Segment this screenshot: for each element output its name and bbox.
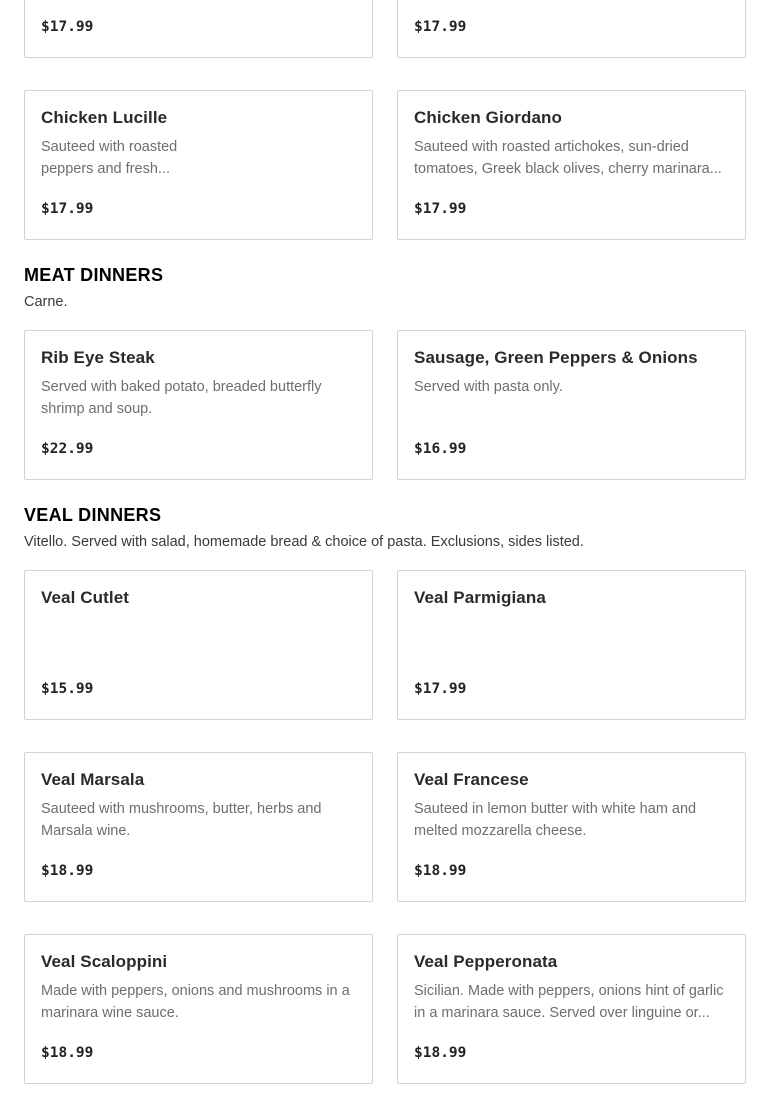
menu-item-card[interactable] <box>397 0 746 58</box>
item-description: Served with pasta only. <box>414 379 563 395</box>
menu-item-card[interactable] <box>397 330 746 480</box>
menu-item-card[interactable] <box>24 570 373 720</box>
item-price: $17.99 <box>414 19 467 35</box>
item-description: Sicilian. Made with peppers, onions hint of garlic in a marinara sauce. Served over linguine or... <box>414 983 724 1021</box>
item-price: $15.99 <box>41 681 94 697</box>
item-price: $17.99 <box>414 201 467 217</box>
menu-item-card[interactable] <box>24 90 373 240</box>
item-description: Sauteed in lemon butter with white ham and melted mozzarella cheese. <box>414 801 697 839</box>
item-description: Sauteed with roasted peppers and fresh... <box>41 139 178 177</box>
item-name: Sausage, Green Peppers & Onions <box>414 348 698 367</box>
section-subtitle: Vitello. Served with salad, homemade bread & choice of pasta. Exclusions, sides listed. <box>24 534 584 550</box>
item-description: Sauteed with mushrooms, butter, herbs and Marsala wine. <box>41 801 322 839</box>
menu-item-card[interactable] <box>24 934 373 1084</box>
item-name: Chicken Lucille <box>41 108 168 127</box>
item-description: Sauteed with roasted artichokes, sun-dried tomatoes, Greek black olives, cherry marinara... <box>414 139 722 177</box>
section-title: VEAL DINNERS <box>24 505 162 525</box>
menu-item-card[interactable] <box>397 570 746 720</box>
item-name: Veal Marsala <box>41 770 145 789</box>
menu-item-card[interactable] <box>24 0 373 58</box>
item-name: Veal Parmigiana <box>414 588 546 607</box>
item-price: $17.99 <box>41 19 94 35</box>
item-price: $17.99 <box>414 681 467 697</box>
item-price: $16.99 <box>414 441 467 457</box>
item-description: Served with baked potato, breaded butterfly shrimp and soup. <box>41 379 322 417</box>
item-price: $18.99 <box>414 1045 467 1061</box>
item-name: Veal Pepperonata <box>414 952 558 971</box>
item-price: $18.99 <box>41 1045 94 1061</box>
menu-item-card[interactable] <box>397 934 746 1084</box>
item-name: Chicken Giordano <box>414 108 563 127</box>
section-subtitle: Carne. <box>24 294 68 310</box>
item-name: Veal Cutlet <box>41 588 130 607</box>
item-price: $22.99 <box>41 441 94 457</box>
item-name: Rib Eye Steak <box>41 348 155 367</box>
menu-item-card[interactable] <box>24 752 373 902</box>
item-description: Made with peppers, onions and mushrooms in a marinara wine sauce. <box>41 983 350 1021</box>
menu-item-card[interactable] <box>397 752 746 902</box>
section-title: MEAT DINNERS <box>24 265 164 285</box>
item-name: Veal Francese <box>414 770 529 789</box>
menu-item-card[interactable] <box>397 90 746 240</box>
item-name: Veal Scaloppini <box>41 952 168 971</box>
item-price: $18.99 <box>414 863 467 879</box>
item-price: $18.99 <box>41 863 94 879</box>
item-price: $17.99 <box>41 201 94 217</box>
menu-item-card[interactable] <box>24 330 373 480</box>
